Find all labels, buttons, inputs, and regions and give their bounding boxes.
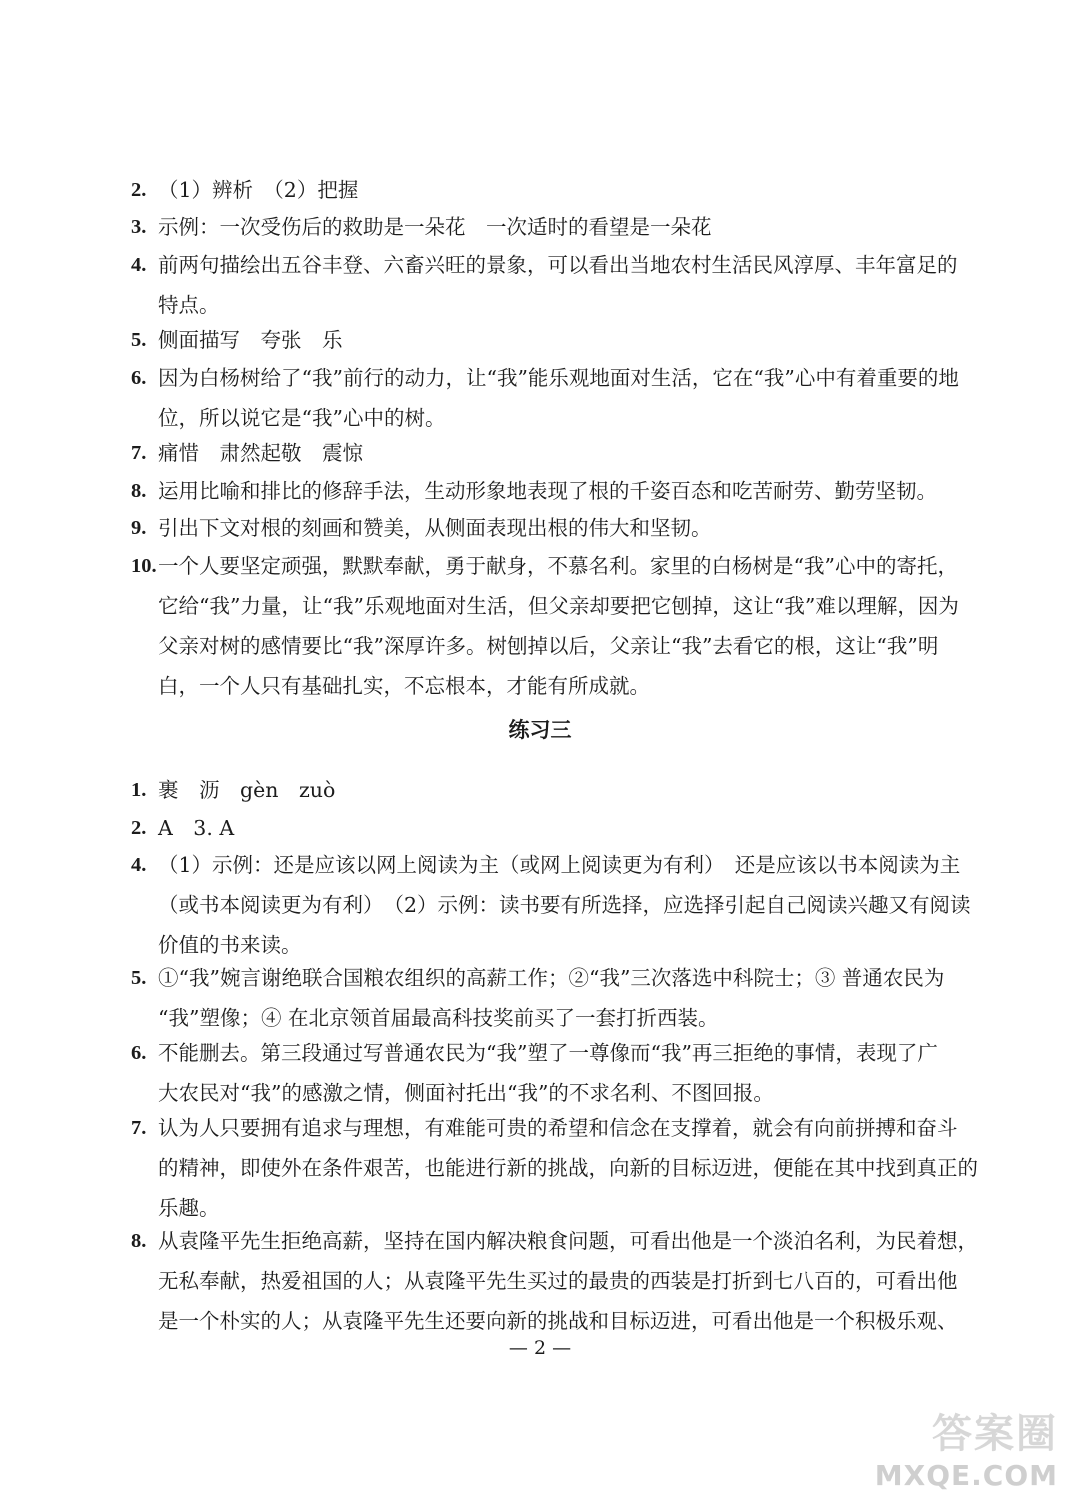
item-text: A 3. A [158, 816, 235, 840]
item-text: 特点。 [158, 293, 220, 317]
item-text: 前两句描绘出五谷丰登、六畜兴旺的景象，可以看出当地农村生活民风淳厚、丰年富足的 [158, 253, 958, 277]
item-number: 3. [131, 216, 147, 238]
item-number: 2. [131, 179, 147, 201]
item-number: 8. [131, 480, 147, 502]
item-text: 因为白杨树给了“我”前行的动力，让“我”能乐观地面对生活，它在“我”心中有着重要的地 [158, 366, 959, 390]
item-text: “我”塑像；④ 在北京领首届最高科技奖前买了一套打折西装。 [158, 1006, 719, 1030]
answer-item [131, 471, 961, 511]
item-text: 大农民对“我”的感激之情，侧面衬托出“我”的不求名利、不图回报。 [158, 1081, 774, 1105]
answer-item [131, 433, 961, 473]
watermark-url: MXQE.COM [874, 1459, 1058, 1492]
answer-item [131, 1108, 978, 1228]
item-text: 位，所以说它是“我”心中的树。 [158, 406, 446, 430]
item-number: 8. [131, 1230, 147, 1252]
item-number: 6. [131, 1042, 147, 1064]
item-number: 7. [131, 442, 147, 464]
section-title: 练习三 [508, 718, 572, 742]
answer-item [131, 958, 961, 1038]
item-text: 的精神，即使外在条件艰苦，也能进行新的挑战，向新的目标迈进，便能在其中找到真正的 [158, 1156, 978, 1180]
item-text: ①“我”婉言谢绝联合国粮农组织的高薪工作；②“我”三次落选中科院士；③ 普通农民为 [158, 966, 945, 990]
item-text: （1）示例：还是应该以网上阅读为主（或网上阅读更为有利） 还是应该以书本阅读为主 [158, 853, 961, 877]
item-number: 7. [131, 1117, 147, 1139]
page-number: — 2 — [508, 1337, 572, 1359]
answer-item [131, 207, 961, 247]
item-text: 父亲对树的感情要比“我”深厚许多。树刨掉以后，父亲让“我”去看它的根，这让“我”明 [158, 634, 939, 658]
item-text: 不能删去。第三段通过写普通农民为“我”塑了一尊像而“我”再三拒绝的事情，表现了广 [158, 1041, 938, 1065]
item-number: 4. [131, 854, 147, 876]
answer-item [131, 320, 961, 360]
item-text: 它给“我”力量，让“我”乐观地面对生活，但父亲却要把它刨掉，这让“我”难以理解，因为 [158, 594, 959, 618]
item-text: 乐趣。 [158, 1196, 220, 1220]
answer-item [131, 770, 961, 810]
answer-item [131, 1033, 961, 1113]
item-number: 1. [131, 779, 147, 801]
item-number: 10. [131, 555, 157, 577]
answer-item [131, 808, 961, 848]
answer-item [131, 845, 971, 965]
item-text: 无私奉献，热爱祖国的人；从袁隆平先生买过的最贵的西装是打折到七八百的，可看出他 [158, 1269, 958, 1293]
answer-item [131, 546, 961, 706]
watermark-text: 答案圈 [932, 1411, 1058, 1457]
item-number: 4. [131, 254, 147, 276]
answer-item [131, 508, 961, 548]
answer-item [131, 1221, 978, 1341]
answer-item [131, 358, 961, 438]
item-text: 认为人只要拥有追求与理想，有难能可贵的希望和信念在支撑着，就会有向前拼搏和奋斗 [158, 1116, 958, 1140]
item-text: 价值的书来读。 [158, 933, 302, 957]
item-text: 从袁隆平先生拒绝高薪，坚持在国内解决粮食问题，可看出他是一个淡泊名利，为民着想， [158, 1229, 978, 1253]
item-text: 白，一个人只有基础扎实，不忘根本，才能有所成就。 [158, 674, 650, 698]
item-text: 侧面描写 夸张 乐 [158, 328, 343, 352]
item-text: 是一个朴实的人；从袁隆平先生还要向新的挑战和目标迈进，可看出他是一个积极乐观、 [158, 1309, 958, 1333]
item-number: 9. [131, 517, 147, 539]
item-text: 引出下文对根的刻画和赞美，从侧面表现出根的伟大和坚韧。 [158, 516, 712, 540]
item-text: （或书本阅读更为有利） （2）示例：读书要有所选择，应选择引起自己阅读兴趣又有阅读 [158, 893, 971, 917]
item-number: 2. [131, 817, 147, 839]
item-text: 运用比喻和排比的修辞手法，生动形象地表现了根的千姿百态和吃苦耐劳、勤劳坚韧。 [158, 479, 937, 503]
item-number: 5. [131, 967, 147, 989]
item-text: 示例：一次受伤后的救助是一朵花 一次适时的看望是一朵花 [158, 215, 712, 239]
item-number: 5. [131, 329, 147, 351]
item-number: 6. [131, 367, 147, 389]
answer-item [131, 245, 961, 325]
item-text: 痛惜 肃然起敬 震惊 [158, 441, 363, 465]
item-text: 裹 沥 gèn zuò [158, 778, 336, 802]
item-text: 一个人要坚定顽强，默默奉献，勇于献身，不慕名利。家里的白杨树是“我”心中的寄托， [158, 554, 958, 578]
item-text: （1）辨析 （2）把握 [158, 178, 359, 202]
answer-item [131, 170, 961, 210]
watermark-logo [874, 1402, 1066, 1494]
